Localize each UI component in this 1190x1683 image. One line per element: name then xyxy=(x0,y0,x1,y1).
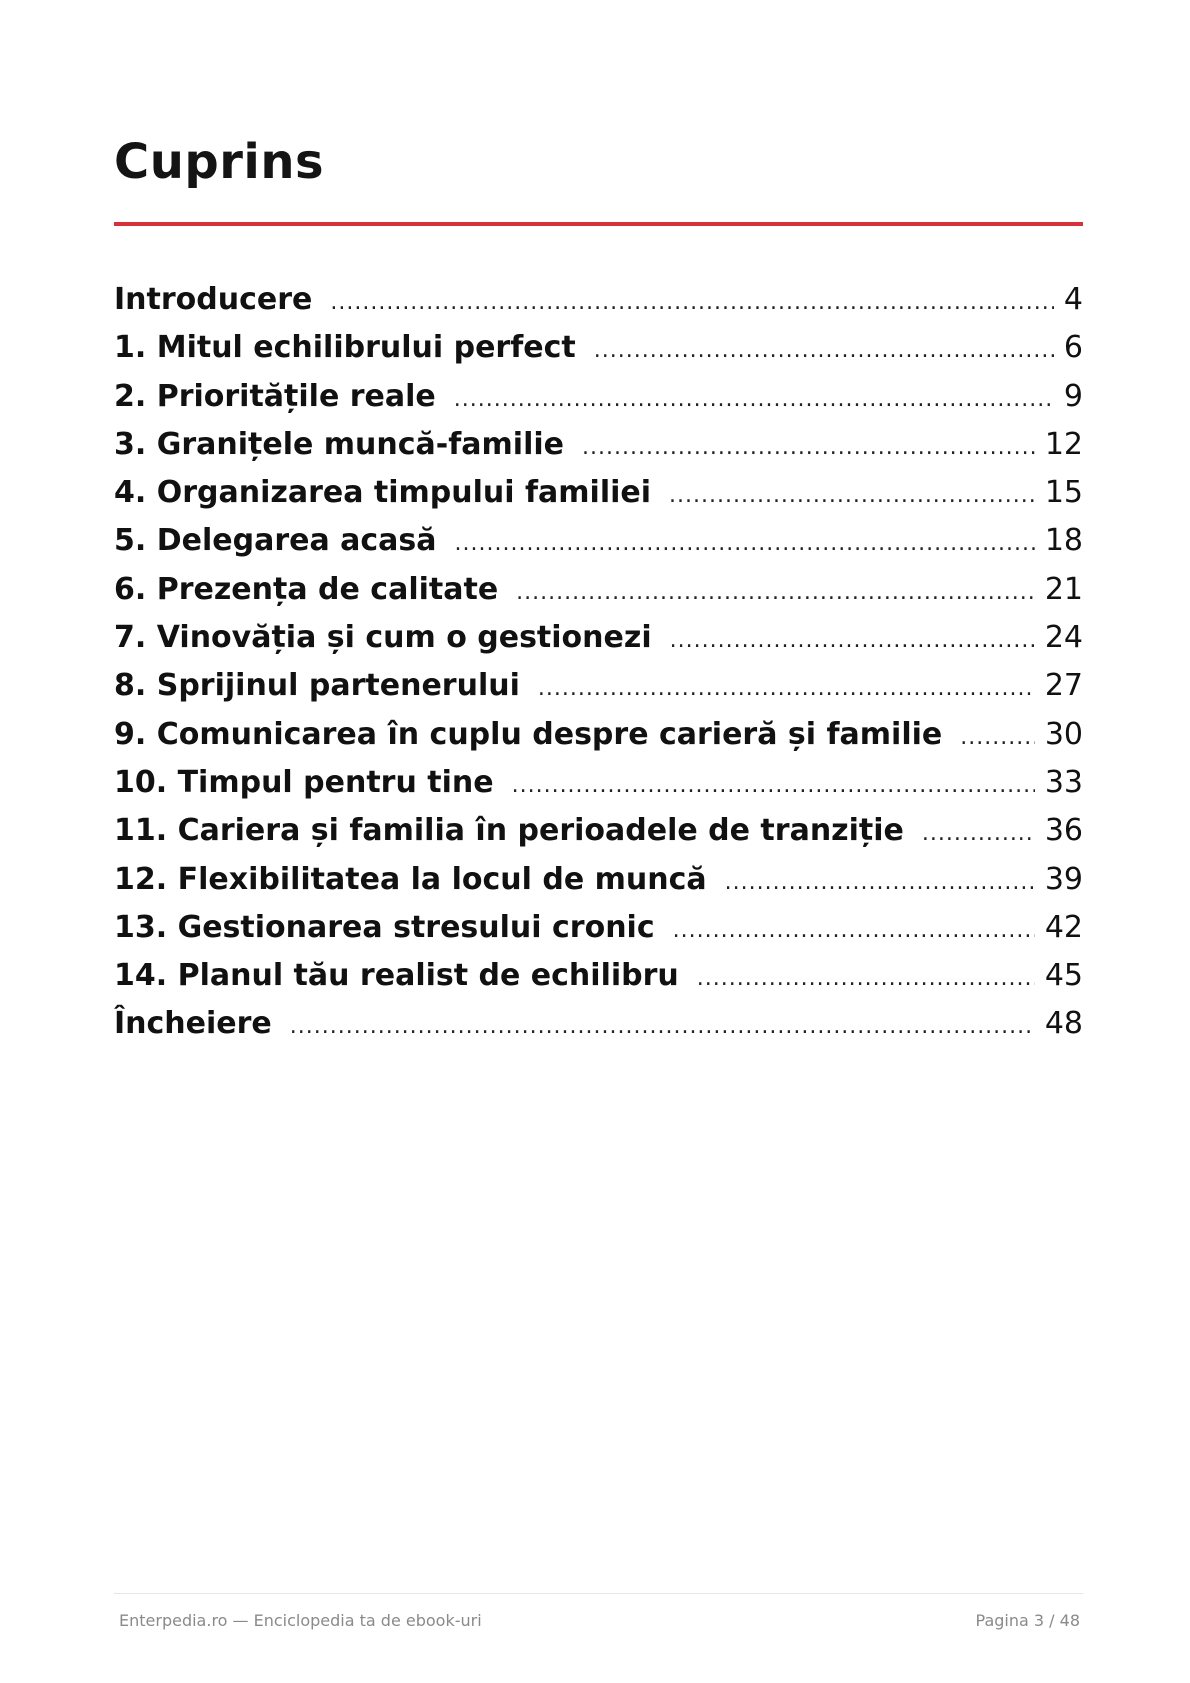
toc-entry-page-number: 9 xyxy=(1063,378,1083,414)
toc-entry-page-number: 45 xyxy=(1044,958,1083,994)
toc-dot-leader xyxy=(670,617,1035,665)
toc-entry-label: 12. Flexibilitatea la locul de muncă xyxy=(114,861,707,897)
toc-entry-label: 4. Organizarea timpului familiei xyxy=(114,475,652,511)
toc-dot-leader xyxy=(538,665,1035,713)
toc-entry-page-number: 6 xyxy=(1063,330,1083,366)
toc-entry-page-number: 39 xyxy=(1044,861,1083,897)
toc-entry[interactable] xyxy=(114,373,1083,421)
toc-entry-page-number: 42 xyxy=(1044,909,1083,945)
toc-entry-page-number: 24 xyxy=(1044,620,1083,656)
toc-entry[interactable] xyxy=(114,566,1083,614)
toc-dot-leader xyxy=(922,810,1035,858)
toc-dot-leader xyxy=(669,472,1035,520)
toc-entry-label: 6. Prezența de calitate xyxy=(114,571,499,607)
toc-entry-label: 7. Vinovăția și cum o gestionezi xyxy=(114,620,652,656)
toc-dot-leader xyxy=(454,376,1054,424)
toc-entry[interactable] xyxy=(114,904,1083,952)
toc-entry-page-number: 48 xyxy=(1044,1006,1083,1042)
toc-entry[interactable] xyxy=(114,856,1083,904)
toc-entry-label: 11. Cariera și familia în perioadele de tranziție xyxy=(114,813,904,849)
toc-entry[interactable] xyxy=(114,807,1083,855)
toc-entry-label: 13. Gestionarea stresului cronic xyxy=(114,909,655,945)
toc-entry-label: 8. Sprijinul partenerului xyxy=(114,668,520,704)
toc-dot-leader xyxy=(512,762,1035,810)
toc-entry-label: 14. Planul tău realist de echilibru xyxy=(114,958,679,994)
toc-entry-label: Încheiere xyxy=(114,1006,272,1042)
footer-divider xyxy=(114,1593,1083,1594)
toc-entry[interactable] xyxy=(114,952,1083,1000)
table-of-contents xyxy=(114,276,1083,1049)
toc-dot-leader xyxy=(960,714,1035,762)
toc-entry-label: 2. Prioritățile reale xyxy=(114,378,436,414)
toc-entry[interactable] xyxy=(114,421,1083,469)
toc-entry-page-number: 27 xyxy=(1044,668,1083,704)
toc-entry[interactable] xyxy=(114,711,1083,759)
toc-entry-label: 10. Timpul pentru tine xyxy=(114,764,494,800)
toc-entry[interactable] xyxy=(114,614,1083,662)
toc-dot-leader xyxy=(516,569,1035,617)
toc-entry[interactable] xyxy=(114,1000,1083,1048)
toc-entry[interactable] xyxy=(114,517,1083,565)
toc-entry-page-number: 12 xyxy=(1044,426,1083,462)
page-title: Cuprins xyxy=(114,134,325,190)
toc-entry-label: 9. Comunicarea în cuplu despre carieră și familie xyxy=(114,716,943,752)
toc-entry-page-number: 33 xyxy=(1044,764,1083,800)
toc-entry-page-number: 18 xyxy=(1044,523,1083,559)
footer-site-name: Enterpedia.ro — Enciclopedia ta de ebook-uri xyxy=(119,1611,482,1630)
toc-entry-label: 3. Granițele muncă-familie xyxy=(114,426,564,462)
toc-dot-leader xyxy=(455,520,1035,568)
toc-dot-leader xyxy=(330,279,1054,327)
toc-entry-page-number: 21 xyxy=(1044,571,1083,607)
toc-entry[interactable] xyxy=(114,469,1083,517)
toc-dot-leader xyxy=(594,327,1054,375)
toc-dot-leader xyxy=(725,859,1035,907)
toc-entry[interactable] xyxy=(114,759,1083,807)
toc-entry-label: Introducere xyxy=(114,282,313,317)
footer-page-number: Pagina 3 / 48 xyxy=(975,1611,1080,1630)
toc-entry[interactable] xyxy=(114,276,1083,324)
toc-entry[interactable] xyxy=(114,324,1083,372)
toc-entry[interactable] xyxy=(114,662,1083,710)
toc-entry-page-number: 15 xyxy=(1044,475,1083,511)
toc-dot-leader xyxy=(697,955,1035,1003)
toc-entry-page-number: 36 xyxy=(1044,813,1083,849)
toc-entry-page-number: 30 xyxy=(1044,716,1083,752)
toc-entry-label: 1. Mitul echilibrului perfect xyxy=(114,330,576,366)
toc-entry-label: 5. Delegarea acasă xyxy=(114,523,437,559)
toc-entry-page-number: 4 xyxy=(1063,282,1083,317)
toc-dot-leader xyxy=(673,907,1035,955)
toc-dot-leader xyxy=(290,1003,1035,1051)
title-divider xyxy=(114,222,1083,226)
toc-dot-leader xyxy=(582,424,1035,472)
